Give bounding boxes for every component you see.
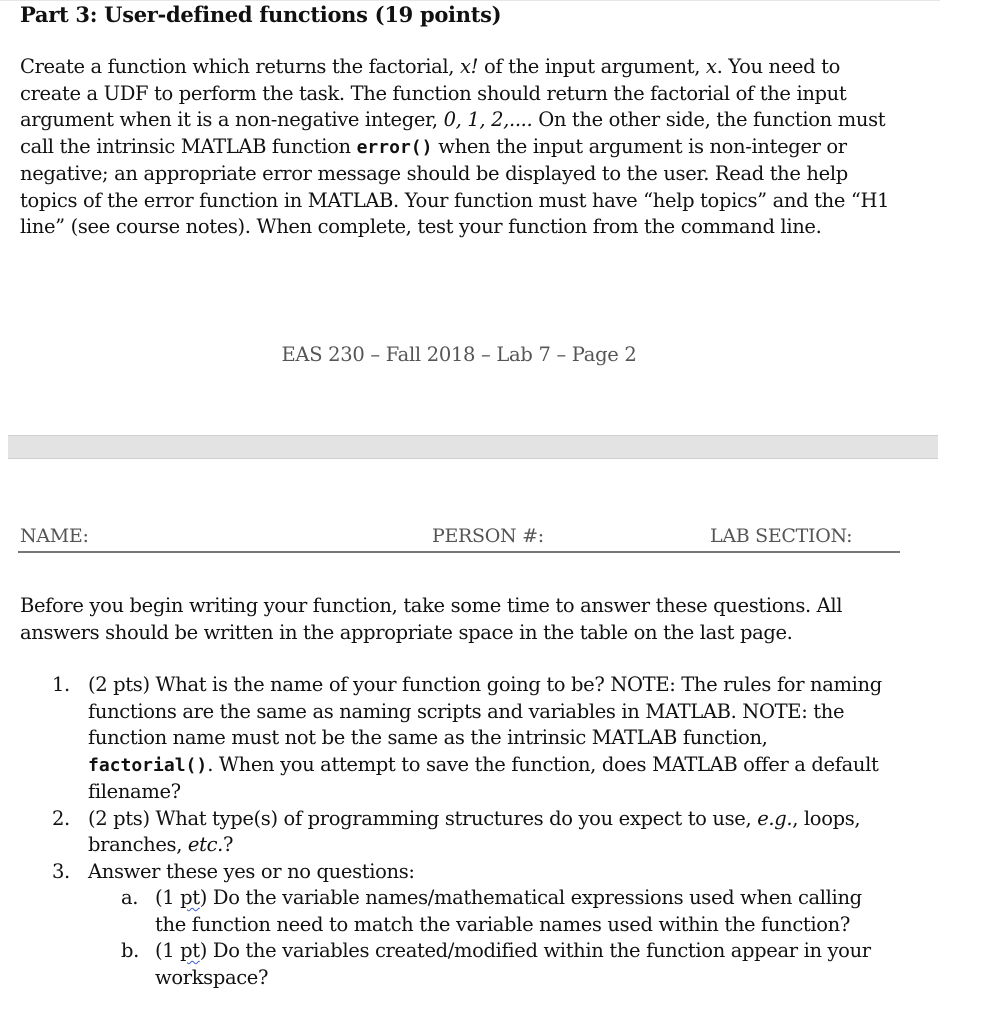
- intro-text: when the input argument is non-integer or negative; an appropriate error message should be displayed to the user. Read the help topics of the error function in MATLAB. Your function must have “help topics” and the “H1 line” (see course notes). When complete, test your function from the command line.: [20, 134, 890, 238]
- intro-text: Create a function which returns the factorial,: [20, 55, 460, 78]
- question-text: . When you attempt to save the function, does MATLAB offer a default filename?: [88, 752, 879, 803]
- points-suffix: ): [199, 886, 208, 909]
- intro-text: 0, 1, 2,....: [443, 108, 533, 131]
- sub-question-item: [88, 885, 890, 938]
- sub-question-letter: a.: [121, 886, 139, 909]
- sub-question-text: Do the variables created/modified within the function appear in your workspace?: [155, 939, 871, 989]
- question-number: 3.: [52, 859, 70, 883]
- page-header: [20, 525, 900, 551]
- intro-text: . You need to create a UDF to perform the task. The function should return the factorial of the input argument when it is a non-negative integer,: [20, 55, 847, 131]
- points-prefix: (1: [155, 939, 181, 962]
- question-number: 2.: [52, 806, 70, 830]
- question-text: e.g.: [757, 806, 793, 830]
- question-number: 1.: [52, 673, 70, 696]
- page-break-separator: [8, 435, 938, 459]
- question-item: [20, 806, 890, 859]
- page-top-border: [0, 0, 940, 1]
- spellcheck-underline-pt: pt: [180, 939, 200, 962]
- code-error-function: error(): [356, 136, 433, 158]
- question-list: [20, 672, 890, 991]
- lab-section-label: LAB SECTION:: [710, 525, 853, 547]
- header-rule: [18, 551, 900, 553]
- sub-question-text: Do the variable names/mathematical expressions used when calling the function need to match the variable names used within the function?: [155, 886, 862, 936]
- intro-text: of the input argument,: [478, 55, 706, 78]
- question-text: Answer these yes or no questions:: [88, 859, 415, 883]
- question-text: (2 pts) What type(s) of programming structures do you expect to use,: [88, 806, 758, 830]
- person-number-label: PERSON #:: [432, 525, 544, 547]
- intro-text: x!: [459, 55, 479, 78]
- section-title: Part 3: User-defined functions (19 points): [20, 2, 502, 27]
- sub-question-item: [88, 938, 890, 991]
- instructions-paragraph: Before you begin writing your function, take some time to answer these questions. All answers should be written in the appropriate space in the table on the last page.: [20, 594, 843, 644]
- name-label: NAME:: [20, 525, 89, 547]
- sub-question-list: [88, 885, 890, 991]
- intro-text: On the other side, the function must call the intrinsic MATLAB function: [20, 108, 886, 158]
- question-item: [20, 859, 890, 992]
- code-factorial-function: factorial(): [88, 754, 208, 776]
- question-text: ?: [223, 833, 234, 856]
- intro-paragraph: [20, 54, 900, 241]
- points-suffix: ): [199, 939, 208, 962]
- points-prefix: (1: [155, 886, 181, 909]
- sub-question-letter: b.: [121, 939, 139, 962]
- intro-text: x: [705, 55, 717, 78]
- page-footer: EAS 230 – Fall 2018 – Lab 7 – Page 2: [281, 343, 637, 366]
- question-text: , loops, branches,: [88, 806, 861, 856]
- question-item: [20, 672, 890, 806]
- spellcheck-underline-pt: pt: [180, 886, 200, 909]
- question-text: (2 pts) What is the name of your function going to be? NOTE: The rules for naming functions are the same as naming scripts and variables in MATLAB. NOTE: the function name must not be the same as the intrinsic MATLAB function,: [88, 673, 882, 749]
- question-text: etc.: [187, 833, 224, 856]
